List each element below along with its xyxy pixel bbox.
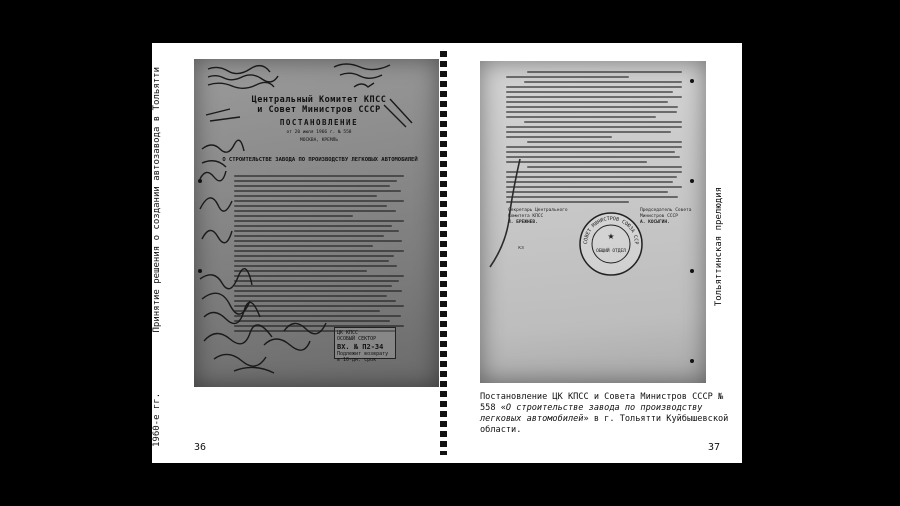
stamp-number: ВХ. № П2-34 <box>337 343 384 351</box>
figure-caption <box>480 392 730 436</box>
side-caption-topic: Принятие решения о создании автозавода в Тольятти <box>152 67 162 333</box>
document-scan-page-2 <box>480 61 706 383</box>
right-side-caption <box>714 187 728 447</box>
signature-right <box>640 208 706 226</box>
signer-right-title: Председатель Совета Министров СССР <box>640 208 692 219</box>
caption-tail: » в г. Тольятти Куйбышевской области. <box>480 414 729 435</box>
document-title: О СТРОИТЕЛЬСТВЕ ЗАВОДА ПО ПРОИЗВОДСТВУ ЛЕГКОВЫХ АВТОМОБИЛЕЙ <box>222 157 418 163</box>
document-body-text-1 <box>234 175 404 335</box>
header-date: от 20 июля 1966 г. № 558 <box>286 130 352 135</box>
stamp-line-3: Подлежит возврату в 10-дн. срок <box>337 351 389 363</box>
left-side-caption <box>152 67 166 447</box>
punch-hole <box>198 179 202 183</box>
header-line-2: и Совет Министров СССР <box>257 105 381 115</box>
left-page <box>152 43 447 463</box>
signer-left-title: Секретарь Центрального Комитета КПСС <box>508 208 568 219</box>
stamp-line-1: ЦК КПСС <box>337 330 359 336</box>
document-header <box>224 95 414 143</box>
book-spread <box>152 43 742 463</box>
punch-hole <box>690 359 694 363</box>
signature-left <box>508 208 582 226</box>
registration-stamp <box>334 327 396 363</box>
seal-inner-text: ОБЩИЙ ОТДЕЛ <box>596 249 626 254</box>
page-number-right: 37 <box>707 442 720 453</box>
side-caption-date: 1960-е гг. <box>152 392 162 447</box>
signer-left-name: Л. БРЕЖНЕВ. <box>508 220 538 225</box>
caption-lead: Постановление ЦК КПСС и Совета Министров СССР № 558 « <box>480 392 724 413</box>
stamp-line-2: ОСОБЫЙ СЕКТОР <box>337 336 377 342</box>
header-line-3: ПОСТАНОВЛЕНИЕ <box>279 118 359 127</box>
right-page <box>447 43 742 463</box>
seal-ring-text: СОВЕТ МИНИСТРОВ СОЮЗА ССР <box>582 215 640 245</box>
punch-hole <box>690 179 694 183</box>
document-scan-page-1 <box>194 59 439 387</box>
page-number-left: 36 <box>194 442 207 453</box>
header-line-1: Центральный Комитет КПСС <box>251 95 387 105</box>
official-seal <box>578 211 644 277</box>
corner-mark: кз <box>518 245 525 251</box>
punch-hole <box>690 79 694 83</box>
caption-italic: О строительстве завода по производству легковых автомобилей <box>480 403 703 424</box>
punch-hole <box>198 269 202 273</box>
header-place: МОСКВА, КРЕМЛЬ <box>300 138 338 143</box>
side-caption-title: Тольяттинская прелюдия <box>714 187 724 307</box>
punch-hole <box>690 269 694 273</box>
star-icon: ★ <box>607 232 615 241</box>
signer-right-name: А. КОСЫГИН. <box>640 220 670 225</box>
